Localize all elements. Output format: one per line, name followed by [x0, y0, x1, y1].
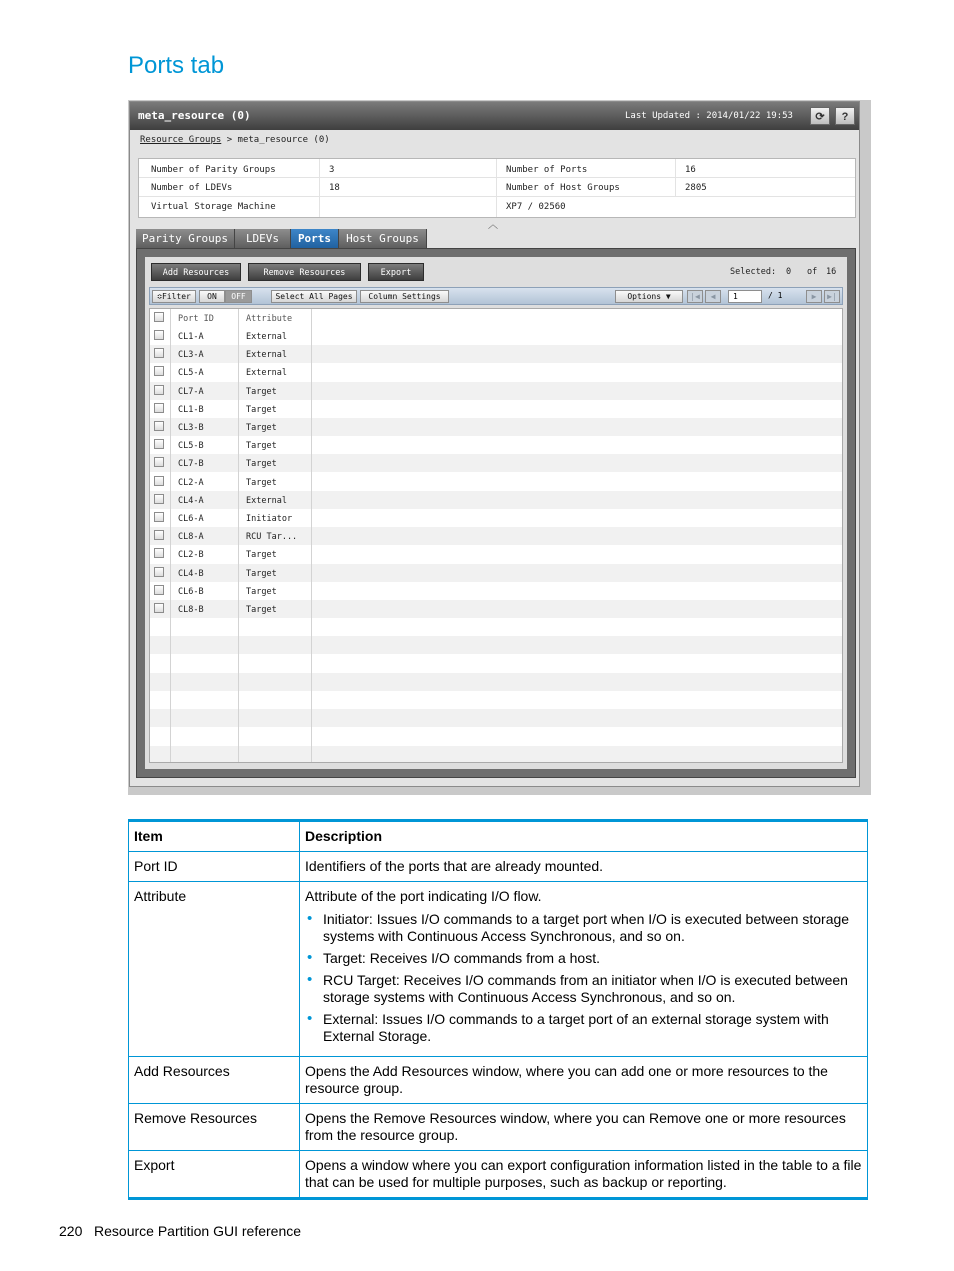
- page-total: / 1: [768, 291, 783, 300]
- table-row[interactable]: [150, 600, 842, 618]
- ports-tab-screenshot: [128, 100, 871, 795]
- port-id-cell: CL8-B: [178, 605, 204, 615]
- selected-label: Selected:: [730, 267, 777, 277]
- item-remove-resources: Remove Resources: [129, 1104, 300, 1151]
- attribute-cell: External: [246, 368, 287, 378]
- tab-ldevs[interactable]: LDEVs: [235, 229, 291, 249]
- parity-groups-label: Number of Parity Groups: [151, 165, 276, 175]
- attribute-cell: Target: [246, 587, 277, 597]
- table-row[interactable]: [150, 491, 842, 509]
- table-row: [129, 882, 868, 1057]
- remove-resources-button[interactable]: Remove Resources: [248, 263, 361, 281]
- footer-title: Resource Partition GUI reference: [94, 1223, 302, 1239]
- summary-panel: [138, 158, 856, 218]
- row-checkbox[interactable]: [154, 548, 164, 558]
- port-id-cell: CL3-A: [178, 350, 204, 360]
- port-id-cell: CL2-B: [178, 550, 204, 560]
- empty-table-row: [150, 673, 842, 691]
- empty-table-row: [150, 709, 842, 727]
- row-checkbox[interactable]: [154, 603, 164, 613]
- attribute-cell: RCU Tar...: [246, 532, 298, 542]
- host-groups-value: 2805: [685, 183, 707, 193]
- empty-table-row: [150, 618, 842, 636]
- attribute-cell: Target: [246, 605, 277, 615]
- last-updated: Last Updated : 2014/01/22 19:53: [625, 111, 793, 121]
- port-id-cell: CL6-A: [178, 514, 204, 524]
- page-heading: Ports tab: [128, 52, 225, 79]
- ldevs-label: Number of LDEVs: [151, 183, 233, 193]
- ports-count-value: 16: [685, 165, 696, 175]
- row-checkbox[interactable]: [154, 439, 164, 449]
- desc-add-resources: Opens the Add Resources window, where you can add one or more resources to the resource group.: [300, 1057, 868, 1104]
- table-row: [129, 1057, 868, 1104]
- table-row[interactable]: [150, 418, 842, 436]
- port-id-cell: CL5-B: [178, 441, 204, 451]
- filter-on-toggle[interactable]: ON: [199, 290, 225, 303]
- list-item: • External: Issues I/O commands to a target port of an external storage system with External Storage.: [323, 1011, 862, 1045]
- row-checkbox[interactable]: [154, 366, 164, 376]
- row-checkbox[interactable]: [154, 330, 164, 340]
- item-export: Export: [129, 1151, 300, 1199]
- port-id-cell: CL2-A: [178, 478, 204, 488]
- attribute-bullet-list: [305, 911, 862, 1045]
- ports-panel-body: [145, 257, 847, 769]
- table-row[interactable]: [150, 345, 842, 363]
- tab-host-groups[interactable]: Host Groups: [339, 229, 427, 249]
- last-page-icon[interactable]: ▶|: [824, 290, 840, 303]
- total-count: 16: [826, 267, 837, 277]
- port-id-cell: CL4-B: [178, 569, 204, 579]
- table-row: [129, 1104, 868, 1151]
- host-groups-label: Number of Host Groups: [506, 183, 620, 193]
- refresh-button[interactable]: ⟳: [810, 107, 830, 125]
- row-checkbox[interactable]: [154, 403, 164, 413]
- prev-page-icon[interactable]: ◀: [705, 290, 721, 303]
- table-toolbar: [149, 287, 843, 305]
- page-number: 220: [59, 1223, 83, 1239]
- row-checkbox[interactable]: [154, 348, 164, 358]
- help-button[interactable]: ?: [835, 107, 855, 125]
- table-row[interactable]: [150, 327, 842, 345]
- resource-group-window: [129, 101, 860, 787]
- list-item: • Target: Receives I/O commands from a host.: [323, 950, 862, 967]
- options-dropdown[interactable]: Options ▼: [615, 290, 683, 303]
- table-row[interactable]: [150, 400, 842, 418]
- row-checkbox[interactable]: [154, 585, 164, 595]
- attribute-cell: External: [246, 332, 287, 342]
- empty-table-row: [150, 636, 842, 654]
- empty-table-row: [150, 746, 842, 763]
- ldevs-value: 18: [329, 183, 340, 193]
- table-row[interactable]: [150, 363, 842, 381]
- port-id-cell: CL7-B: [178, 459, 204, 469]
- attribute-cell: Initiator: [246, 514, 293, 524]
- row-checkbox[interactable]: [154, 476, 164, 486]
- header-item: Item: [129, 821, 300, 852]
- attribute-cell: External: [246, 350, 287, 360]
- column-header-attribute[interactable]: Attribute: [246, 314, 293, 324]
- window-title: meta_resource (0): [138, 109, 251, 122]
- table-row: [129, 852, 868, 882]
- select-all-checkbox[interactable]: [154, 312, 164, 322]
- row-checkbox[interactable]: [154, 494, 164, 504]
- first-page-icon[interactable]: |◀: [687, 290, 703, 303]
- table-row: [129, 1151, 868, 1199]
- table-row[interactable]: [150, 473, 842, 491]
- row-checkbox[interactable]: [154, 512, 164, 522]
- ports-count-label: Number of Ports: [506, 165, 588, 175]
- table-row[interactable]: [150, 545, 842, 563]
- item-port-id: Port ID: [129, 852, 300, 882]
- desc-attribute: Attribute of the port indicating I/O flow.: [305, 888, 542, 904]
- attribute-cell: Target: [246, 478, 277, 488]
- empty-table-row: [150, 727, 842, 745]
- row-checkbox[interactable]: [154, 421, 164, 431]
- breadcrumb: [140, 135, 330, 145]
- attribute-cell: Target: [246, 550, 277, 560]
- row-checkbox[interactable]: [154, 385, 164, 395]
- window-titlebar: [130, 102, 859, 130]
- export-button[interactable]: Export: [368, 263, 424, 281]
- attribute-cell: Target: [246, 459, 277, 469]
- select-all-pages-button[interactable]: Select All Pages: [271, 290, 357, 303]
- item-attribute: Attribute: [129, 882, 300, 1057]
- tab-ports[interactable]: Ports: [291, 229, 339, 249]
- desc-attribute-cell: [300, 882, 868, 1057]
- collapse-chevron-icon[interactable]: ︿: [488, 220, 498, 231]
- parity-groups-value: 3: [329, 165, 335, 175]
- column-settings-button[interactable]: Column Settings: [360, 290, 449, 303]
- vsm-label: Virtual Storage Machine: [151, 202, 276, 212]
- page-number-input[interactable]: 1: [728, 290, 762, 303]
- table-header-row: [150, 309, 842, 327]
- empty-table-row: [150, 691, 842, 709]
- vsm-value: XP7 / 02560: [506, 202, 566, 212]
- table-row[interactable]: [150, 564, 842, 582]
- attribute-cell: Target: [246, 569, 277, 579]
- empty-table-row: [150, 655, 842, 673]
- port-id-cell: CL4-A: [178, 496, 204, 506]
- table-row[interactable]: [150, 436, 842, 454]
- ports-panel: [136, 248, 856, 778]
- port-id-cell: CL7-A: [178, 387, 204, 397]
- add-resources-button[interactable]: Add Resources: [151, 263, 241, 281]
- table-row[interactable]: [150, 582, 842, 600]
- header-description: Description: [300, 821, 868, 852]
- table-row[interactable]: [150, 454, 842, 472]
- port-id-cell: CL8-A: [178, 532, 204, 542]
- description-table: [128, 819, 868, 1200]
- desc-port-id: Identifiers of the ports that are already mounted.: [300, 852, 868, 882]
- port-id-cell: CL1-A: [178, 332, 204, 342]
- filter-off-toggle[interactable]: OFF: [225, 290, 252, 303]
- table-row[interactable]: [150, 527, 842, 545]
- ports-table: [149, 308, 843, 763]
- breadcrumb-separator: >: [226, 135, 233, 145]
- column-header-port-id[interactable]: Port ID: [178, 314, 214, 324]
- item-add-resources: Add Resources: [129, 1057, 300, 1104]
- port-id-cell: CL3-B: [178, 423, 204, 433]
- attribute-cell: External: [246, 496, 287, 506]
- list-item: • Initiator: Issues I/O commands to a target port when I/O is executed between storage systems with Continuous Access Synchronous, and so on.: [323, 911, 862, 945]
- row-checkbox[interactable]: [154, 457, 164, 467]
- table-row[interactable]: [150, 382, 842, 400]
- breadcrumb-resource-groups[interactable]: Resource Groups: [140, 135, 222, 145]
- breadcrumb-current: meta_resource (0): [237, 135, 330, 145]
- attribute-cell: Target: [246, 441, 277, 451]
- filter-button[interactable]: ≎Filter: [152, 290, 196, 303]
- desc-remove-resources: Opens the Remove Resources window, where you can Remove one or more resources from the resource group.: [300, 1104, 868, 1151]
- port-id-cell: CL1-B: [178, 405, 204, 415]
- table-row[interactable]: [150, 509, 842, 527]
- row-checkbox[interactable]: [154, 530, 164, 540]
- list-item: • RCU Target: Receives I/O commands from an initiator when I/O is executed between storage systems with Continuous Access Synchronous, and so on.: [323, 972, 862, 1006]
- page-footer: [59, 1223, 301, 1239]
- desc-export: Opens a window where you can export configuration information listed in the table to a file that can be used for multiple purposes, such as backup or reporting.: [300, 1151, 868, 1199]
- selected-count: 0: [786, 267, 792, 277]
- port-id-cell: CL6-B: [178, 587, 204, 597]
- attribute-cell: Target: [246, 405, 277, 415]
- attribute-cell: Target: [246, 387, 277, 397]
- attribute-cell: Target: [246, 423, 277, 433]
- row-checkbox[interactable]: [154, 567, 164, 577]
- port-id-cell: CL5-A: [178, 368, 204, 378]
- of-label: of: [807, 267, 818, 277]
- next-page-icon[interactable]: ▶: [806, 290, 822, 303]
- tab-parity-groups[interactable]: Parity Groups: [136, 229, 235, 249]
